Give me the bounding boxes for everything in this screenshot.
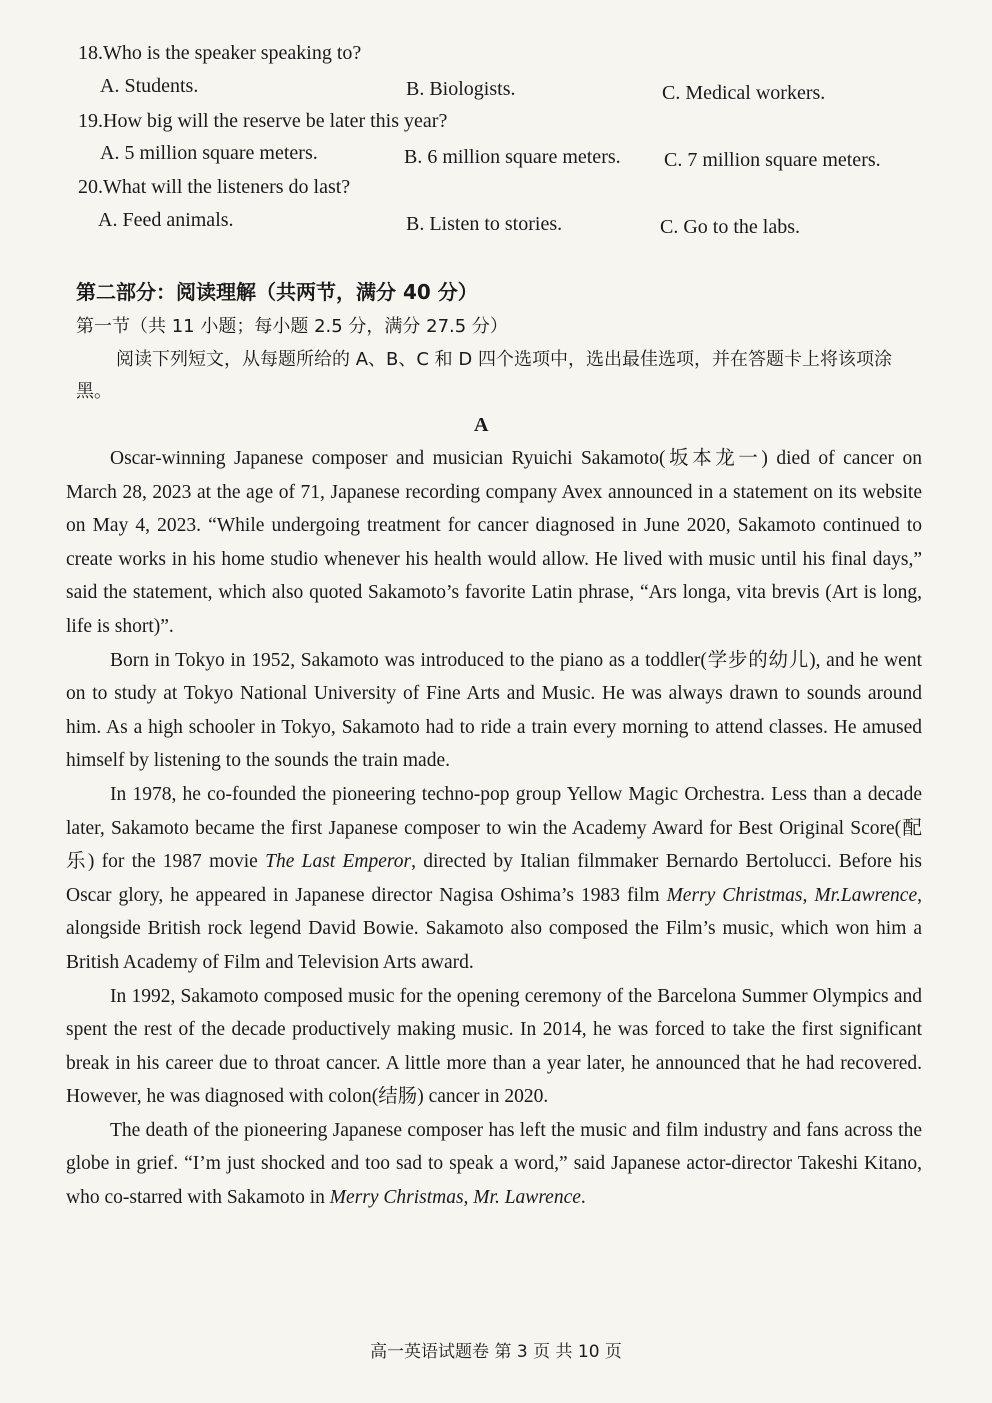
question-19-option-a: A. 5 million square meters. xyxy=(100,142,318,164)
question-18-option-a: A. Students. xyxy=(100,75,199,97)
film-title-last-emperor: The Last Emperor xyxy=(265,851,412,873)
question-18-option-c: C. Medical workers. xyxy=(662,82,826,104)
paragraph-3-part-c: , alongside British rock legend David Bowie. Sakamoto also composed the Film’s music, which won him a British Academy of Film and Television Arts award. xyxy=(66,884,922,973)
page-footer: 高一英语试题卷 第 3 页 共 10 页 xyxy=(370,1342,622,1362)
part-two-title: 第二部分：阅读理解（共两节，满分 40 分） xyxy=(76,280,478,304)
question-20-stem: 20.What will the listeners do last? xyxy=(78,176,351,198)
passage-paragraph-4: In 1992, Sakamoto composed music for the opening ceremony of the Barcelona Summer Olympics and spent the rest of the decade productively making music. In 2014, he was forced to take the first significant break in his career due to throat cancer. A little more than a year later, he announced that he had recovered. However, he was diagnosed with colon(结肠) cancer in 2020. xyxy=(66,985,922,1108)
question-19-stem: 19.How big will the reserve be later this year? xyxy=(78,110,448,132)
question-19-option-c: C. 7 million square meters. xyxy=(664,149,881,171)
passage-paragraph-1: Oscar-winning Japanese composer and musician Ryuichi Sakamoto(坂本龙一) died of cancer on March 28, 2023 at the age of 71, Japanese recording company Avex announced in a statement on its website on May 4, 2023. “While undergoing treatment for cancer diagnosed in June 2020, Sakamoto continued to create works in his home studio whenever his health would allow. He lived with music until his final days,” said the statement, which also quoted Sakamoto’s favorite Latin phrase, “Ars longa, vita brevis (Art is long, life is short)”. xyxy=(66,448,922,637)
passage-paragraph-2: Born in Tokyo in 1952, Sakamoto was introduced to the piano as a toddler(学步的幼儿), and he went on to study at Tokyo National University of Fine Arts and Music. He was always drawn to sounds around him. As a high schooler in Tokyo, Sakamoto had to ride a train every morning to attend classes. He amused himself by listening to the sounds the train made. xyxy=(66,649,922,772)
reading-instructions: 阅读下列短文，从每题所给的 A、B、C 和 D 四个选项中，选出最佳选项，并在答题卡上将该项涂黑。 xyxy=(76,349,892,402)
paragraph-3-part-b: , directed by Italian filmmaker Bernardo Bertolucci. Before his Oscar glory, he appeared in Japanese director Nagisa Oshima’s 1983 film xyxy=(66,851,922,906)
film-title-merry-christmas-2: Merry Christmas, Mr. Lawrence xyxy=(329,1187,581,1209)
question-20-option-c: C. Go to the labs. xyxy=(660,216,800,238)
paragraph-5-part-a: The death of the pioneering Japanese composer has left the music and film industry and fans across the globe in grief. “I’m just shocked and too sad to speak a word,” said Japanese actor-director Takeshi Kitano, who co-starred with Sakamoto in xyxy=(66,1119,922,1209)
question-18-option-b: B. Biologists. xyxy=(406,78,516,100)
paragraph-3-part-a: In 1978, he co-founded the pioneering techno-pop group Yellow Magic Orchestra. Less than a decade later, Sakamoto became the first Japanese composer to win the Academy Award for Best Original Score(配乐) for the 1987 movie xyxy=(66,783,922,873)
question-20-option-b: B. Listen to stories. xyxy=(406,213,563,235)
paragraph-5-part-b: . xyxy=(580,1187,586,1209)
film-title-merry-christmas: Merry Christmas, Mr.Lawrence xyxy=(666,884,918,906)
passage-label: A xyxy=(474,414,489,436)
passage-paragraph-5 xyxy=(66,1114,922,1215)
passage-a xyxy=(66,442,922,1215)
passage-paragraph-3 xyxy=(66,778,922,980)
question-18-stem: 18.Who is the speaker speaking to? xyxy=(78,42,362,64)
section-one-title: 第一节（共 11 小题；每小题 2.5 分，满分 27.5 分） xyxy=(76,316,508,337)
question-20-option-a: A. Feed animals. xyxy=(98,209,234,231)
question-19-option-b: B. 6 million square meters. xyxy=(404,146,621,168)
